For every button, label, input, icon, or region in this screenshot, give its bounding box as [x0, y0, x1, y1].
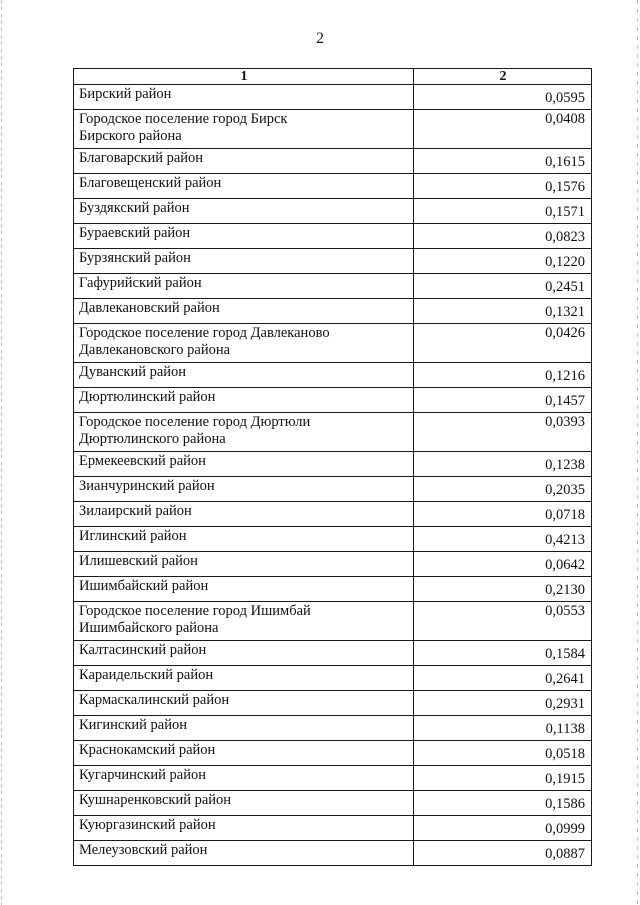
coefficient-value-cell: 0,0595	[414, 85, 592, 110]
coefficient-value-cell: 0,1238	[414, 452, 592, 477]
district-name-cell: Городское поселение город Давлеканово Давлекановского района	[74, 324, 414, 363]
district-name-cell: Калтасинский район	[74, 641, 414, 666]
coefficient-value-cell: 0,1321	[414, 299, 592, 324]
table-row	[74, 413, 592, 452]
coefficient-value-cell: 0,0518	[414, 741, 592, 766]
table-header-row	[74, 69, 592, 85]
district-name-cell: Ермекеевский район	[74, 452, 414, 477]
district-name-cell: Бурзянский район	[74, 249, 414, 274]
coefficient-value-cell: 0,2451	[414, 274, 592, 299]
district-name-cell: Краснокамский район	[74, 741, 414, 766]
column-header-2: 2	[414, 69, 592, 85]
coefficient-value-cell: 0,1915	[414, 766, 592, 791]
table-row	[74, 527, 592, 552]
table-row	[74, 199, 592, 224]
table-row	[74, 249, 592, 274]
coefficient-value-cell: 0,0408	[414, 110, 592, 149]
table-row	[74, 149, 592, 174]
coefficient-value-cell: 0,1457	[414, 388, 592, 413]
coefficient-value-cell: 0,2035	[414, 477, 592, 502]
table-row	[74, 602, 592, 641]
scan-edge-left	[1, 0, 2, 905]
table-row	[74, 477, 592, 502]
coefficient-value-cell: 0,2130	[414, 577, 592, 602]
district-name-cell: Илишевский район	[74, 552, 414, 577]
district-name-cell: Куюргазинский район	[74, 816, 414, 841]
table-row	[74, 174, 592, 199]
table-row	[74, 388, 592, 413]
coefficient-table	[73, 68, 592, 866]
table-row	[74, 816, 592, 841]
district-name-cell: Кигинский район	[74, 716, 414, 741]
scan-edge-right	[637, 0, 638, 905]
district-name-cell: Кармаскалинский район	[74, 691, 414, 716]
district-name-cell: Городское поселение город Дюртюли Дюртюлинского района	[74, 413, 414, 452]
district-name-cell: Кушнаренковский район	[74, 791, 414, 816]
table-row	[74, 841, 592, 866]
district-name-cell: Зилаирский район	[74, 502, 414, 527]
coefficient-value-cell: 0,1586	[414, 791, 592, 816]
table-row	[74, 224, 592, 249]
table-row	[74, 791, 592, 816]
table-row	[74, 552, 592, 577]
table-row	[74, 299, 592, 324]
coefficient-value-cell: 0,1216	[414, 363, 592, 388]
coefficient-value-cell: 0,0999	[414, 816, 592, 841]
page-number: 2	[316, 30, 324, 47]
district-name-cell: Ишимбайский район	[74, 577, 414, 602]
district-name-cell: Мелеузовский район	[74, 841, 414, 866]
district-name-cell: Городское поселение город Бирск Бирского района	[74, 110, 414, 149]
coefficient-value-cell: 0,1138	[414, 716, 592, 741]
column-header-1: 1	[74, 69, 414, 85]
table-row	[74, 502, 592, 527]
district-name-cell: Благовещенский район	[74, 174, 414, 199]
coefficient-value-cell: 0,4213	[414, 527, 592, 552]
district-name-cell: Дуванский район	[74, 363, 414, 388]
district-name-cell: Бирский район	[74, 85, 414, 110]
coefficient-value-cell: 0,0553	[414, 602, 592, 641]
coefficient-value-cell: 0,0887	[414, 841, 592, 866]
table-row	[74, 577, 592, 602]
district-name-cell: Благоварский район	[74, 149, 414, 174]
coefficient-value-cell: 0,1615	[414, 149, 592, 174]
table-row	[74, 691, 592, 716]
district-name-cell: Дюртюлинский район	[74, 388, 414, 413]
coefficient-value-cell: 0,1584	[414, 641, 592, 666]
district-name-cell: Бураевский район	[74, 224, 414, 249]
table-row	[74, 716, 592, 741]
district-name-cell: Буздякский район	[74, 199, 414, 224]
coefficient-value-cell: 0,1571	[414, 199, 592, 224]
table-row	[74, 274, 592, 299]
coefficient-value-cell: 0,0823	[414, 224, 592, 249]
table-row	[74, 641, 592, 666]
coefficient-value-cell: 0,0718	[414, 502, 592, 527]
district-name-cell: Давлекановский район	[74, 299, 414, 324]
table-row	[74, 363, 592, 388]
table-body	[74, 85, 592, 866]
table-row	[74, 766, 592, 791]
table-row	[74, 85, 592, 110]
coefficient-value-cell: 0,2641	[414, 666, 592, 691]
district-name-cell: Караидельский район	[74, 666, 414, 691]
district-name-cell: Иглинский район	[74, 527, 414, 552]
coefficient-value-cell: 0,1576	[414, 174, 592, 199]
coefficient-value-cell: 0,0426	[414, 324, 592, 363]
coefficient-value-cell: 0,2931	[414, 691, 592, 716]
table-row	[74, 666, 592, 691]
district-name-cell: Гафурийский район	[74, 274, 414, 299]
coefficient-value-cell: 0,0642	[414, 552, 592, 577]
table-row	[74, 452, 592, 477]
table-row	[74, 110, 592, 149]
district-name-cell: Зианчуринский район	[74, 477, 414, 502]
coefficient-value-cell: 0,0393	[414, 413, 592, 452]
table-row	[74, 741, 592, 766]
district-name-cell: Кугарчинский район	[74, 766, 414, 791]
coefficient-value-cell: 0,1220	[414, 249, 592, 274]
district-name-cell: Городское поселение город Ишимбай Ишимбайского района	[74, 602, 414, 641]
table-row	[74, 324, 592, 363]
